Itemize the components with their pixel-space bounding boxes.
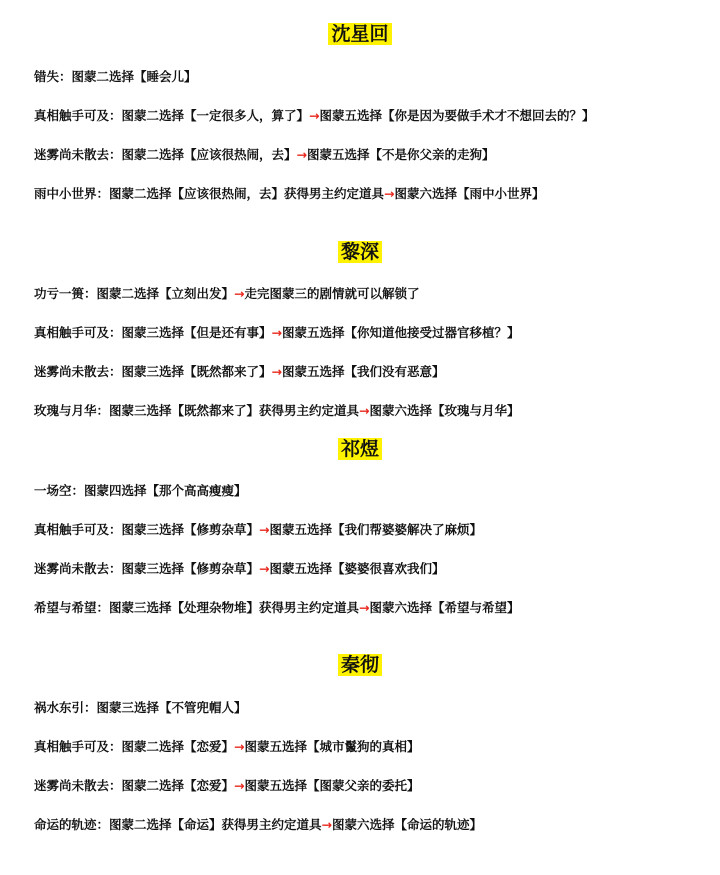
route-line: 真相触手可及：图蒙二选择【恋爱】→图蒙五选择【城市鬣狗的真相】 bbox=[34, 739, 420, 754]
arrow-icon: → bbox=[271, 325, 282, 340]
route-line: 一场空：图蒙四选择【那个高高瘦瘦】 bbox=[34, 483, 247, 498]
route-line: 命运的轨迹：图蒙二选择【命运】获得男主约定道具→图蒙六选择【命运的轨迹】 bbox=[34, 817, 483, 832]
section-title-2: 黎深 bbox=[0, 240, 720, 264]
arrow-icon: → bbox=[259, 561, 270, 576]
arrow-icon: → bbox=[259, 522, 270, 537]
arrow-icon: → bbox=[234, 739, 245, 754]
arrow-icon: → bbox=[359, 600, 370, 615]
route-line: 玫瑰与月华：图蒙三选择【既然都来了】获得男主约定道具→图蒙六选择【玫瑰与月华】 bbox=[34, 403, 520, 418]
route-line: 希望与希望：图蒙三选择【处理杂物堆】获得男主约定道具→图蒙六选择【希望与希望】 bbox=[34, 600, 520, 615]
arrow-icon: → bbox=[234, 778, 245, 793]
route-line: 祸水东引：图蒙三选择【不管兜帽人】 bbox=[34, 700, 247, 715]
section-title-1: 沈星回 bbox=[0, 22, 720, 46]
route-line: 迷雾尚未散去：图蒙三选择【既然都来了】→图蒙五选择【我们没有恶意】 bbox=[34, 364, 445, 379]
section-title-3: 祁煜 bbox=[0, 437, 720, 461]
route-line: 真相触手可及：图蒙三选择【但是还有事】→图蒙五选择【你知道他接受过器官移植？】 bbox=[34, 325, 520, 340]
route-line: 迷雾尚未散去：图蒙二选择【应该很热闹，去】→图蒙五选择【不是你父亲的走狗】 bbox=[34, 147, 495, 162]
arrow-icon: → bbox=[309, 108, 320, 123]
arrow-icon: → bbox=[321, 817, 332, 832]
route-line: 迷雾尚未散去：图蒙二选择【恋爱】→图蒙五选择【图蒙父亲的委托】 bbox=[34, 778, 420, 793]
route-line: 迷雾尚未散去：图蒙三选择【修剪杂草】→图蒙五选择【婆婆很喜欢我们】 bbox=[34, 561, 445, 576]
arrow-icon: → bbox=[296, 147, 307, 162]
arrow-icon: → bbox=[271, 364, 282, 379]
arrow-icon: → bbox=[234, 286, 245, 301]
route-line: 错失：图蒙二选择【睡会儿】 bbox=[34, 69, 197, 84]
arrow-icon: → bbox=[359, 403, 370, 418]
route-line: 真相触手可及：图蒙三选择【修剪杂草】→图蒙五选择【我们帮婆婆解决了麻烦】 bbox=[34, 522, 483, 537]
route-line: 真相触手可及：图蒙二选择【一定很多人，算了】→图蒙五选择【你是因为要做手术才不想回去的？】 bbox=[34, 108, 595, 123]
section-title-4: 秦彻 bbox=[0, 653, 720, 677]
arrow-icon: → bbox=[384, 186, 395, 201]
route-line: 功亏一篑：图蒙二选择【立刻出发】→走完图蒙三的剧情就可以解锁了 bbox=[34, 286, 420, 301]
route-line: 雨中小世界：图蒙二选择【应该很热闹，去】获得男主约定道具→图蒙六选择【雨中小世界】 bbox=[34, 186, 545, 201]
